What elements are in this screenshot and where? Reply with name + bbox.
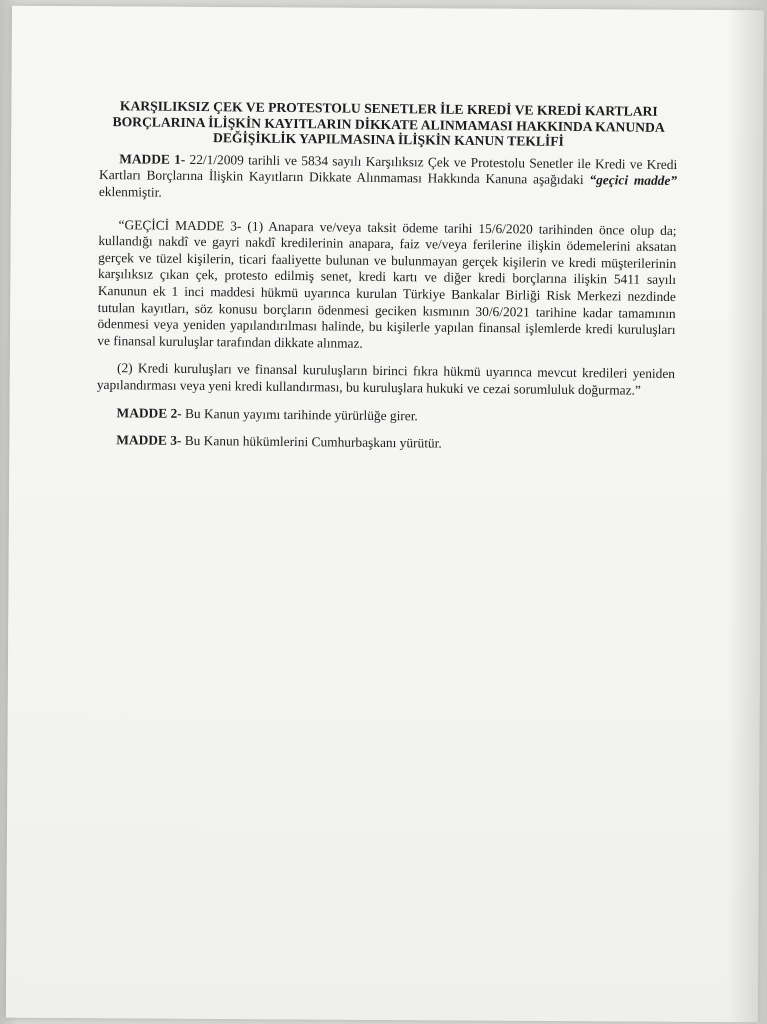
title-line-1: KARŞILIKSIZ ÇEK VE PROTESTOLU SENETLER İLE KREDİ VE KREDİ KARTLARI [119,98,658,119]
article-2-text: Bu Kanun yayımı tarihinde yürürlüğe girer. [181,405,418,423]
article-1-suffix: eklenmiştir. [98,183,162,200]
article-1-text: 22/1/2009 tarihli ve 5834 sayılı Karşılıksız Çek ve Protestolu Senetler ile Kredi ve Kredi Kartları Borçlarına İlişkin Kayıtların Dikkate Alınmaması Hakkında Kanuna aşağıdaki [99,151,678,188]
document-title [99,98,677,151]
article-3-label: MADDE 3- [116,432,182,448]
temporary-article-paragraph-2: (2) Kredi kuruluşları ve finansal kuruluşların birinci fıkra hükmü uyarınca mevcut kredileri yeniden yapılandırması veya yeni kredi kullandırması, bu kuruluşlara hukuki ve cezai sorumluluk doğurmaz.” [96,360,676,398]
article-2-label: MADDE 2- [116,404,182,421]
temporary-article-paragraph-1: “GEÇİCİ MADDE 3- (1) Anapara ve/veya taksit ödeme tarihi 15/6/2020 tarihinden önce olup da; kullandığı nakdî ve gayri nakdî kredilerinin anapara, faiz ve/veya ferilerine ilişkin ödemelerini aksatan gerçek ve tüzel kişilerin, ticari faaliyette bulunan ve bulunmayan gerçek kişilerin ve kredi müşterilerinin karşılıksız çıkan çek, protesto edilmiş senet, kredi kartı ve diğer kredi borçlarına ilişkin 5411 sayılı Kanunun ek 1 inci maddesi hükmü uyarınca kurulan Türkiye Bankalar Birliği Risk Merkezi nezdinde tutulan kayıtları, söz konusu borçların ödenmesi geciken kısmının 30/6/2021 tarihine kadar tamamının ödenmesi veya yeniden yapılandırılması halinde, bu kişilerle yapılan finansal işlemlerde kredi kuruluşları ve finansal kuruluşlar tarafından dikkate alınmaz. [97,216,677,351]
title-line-3: DEĞİŞİKLİK YAPILMASINA İLİŞKİN KANUN TEKLİFİ [213,130,564,150]
article-1-label: MADDE 1- [119,150,186,167]
document-body [96,88,678,455]
title-line-2: BORÇLARINA İLİŞKİN KAYITLARIN DİKKATE ALINMAMASI HAKKINDA KANUNDA [112,113,665,135]
article-1-emphasis: “geçici madde” [589,172,678,189]
article-3-text: Bu Kanun hükümlerini Cumhurbaşkanı yürütür. [181,432,442,451]
article-1 [99,151,677,207]
photo-edge-right [727,0,767,1024]
